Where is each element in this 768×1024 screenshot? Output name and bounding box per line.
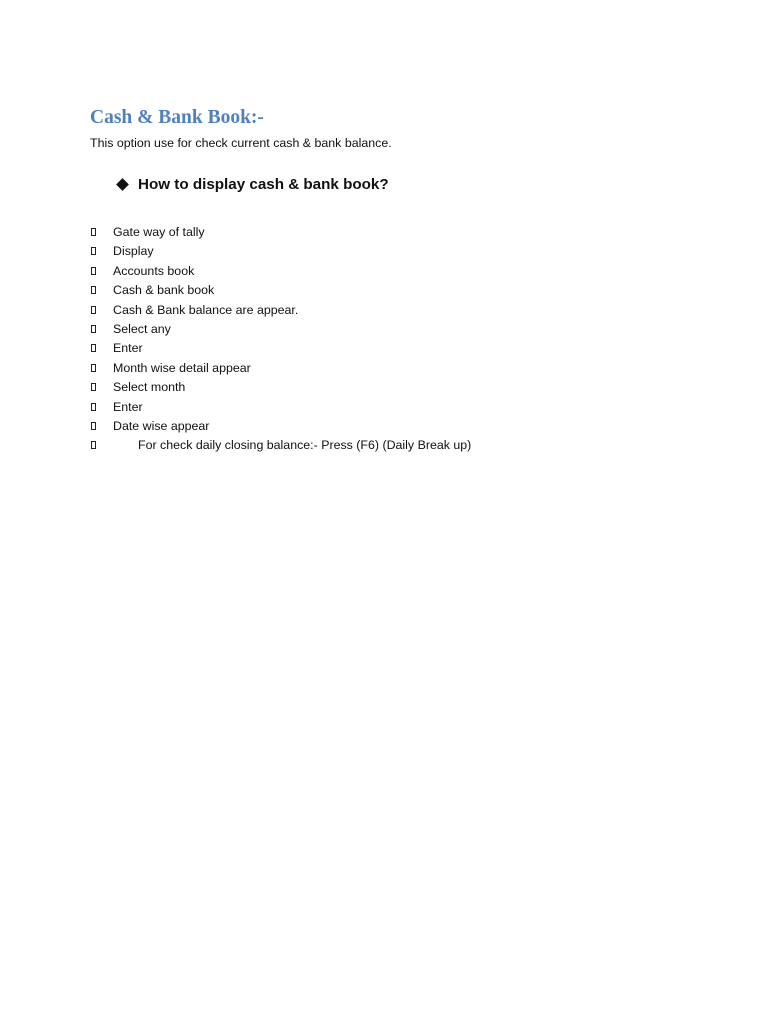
bullet-icon: [91, 286, 96, 294]
step-text: Cash & Bank balance are appear.: [113, 302, 299, 317]
step-text: Gate way of tally: [113, 225, 205, 239]
step-text: Enter: [113, 399, 143, 414]
bullet-icon: [91, 267, 96, 275]
step-text: Month wise detail appear: [113, 360, 251, 375]
intro-paragraph: This option use for check current cash & bank balance.: [90, 136, 392, 150]
step-text: Select month: [113, 380, 186, 395]
step-text: Date wise appear: [113, 418, 210, 433]
bullet-icon: [91, 422, 96, 430]
bullet-icon: [91, 228, 96, 236]
bullet-icon: [91, 441, 96, 449]
bullet-icon: [91, 364, 96, 372]
section-heading-text: How to display cash & bank book?: [138, 176, 389, 193]
section-heading: [116, 174, 389, 195]
page-title: Cash & Bank Book:-: [90, 107, 264, 128]
bullet-icon: [91, 325, 96, 333]
bullet-icon: [91, 344, 96, 352]
bullet-icon: [91, 247, 96, 255]
step-text: Display: [113, 244, 154, 259]
diamond-bullet-icon: [116, 178, 129, 191]
step-text: Accounts book: [113, 263, 195, 278]
bullet-icon: [91, 383, 96, 391]
step-text: Cash & bank book: [113, 283, 215, 298]
bullet-icon: [91, 403, 96, 411]
step-text: For check daily closing balance:- Press (F6) (Daily Break up): [138, 438, 472, 453]
step-text: Enter: [113, 341, 143, 356]
step-text: Select any: [113, 321, 171, 336]
bullet-icon: [91, 306, 96, 314]
